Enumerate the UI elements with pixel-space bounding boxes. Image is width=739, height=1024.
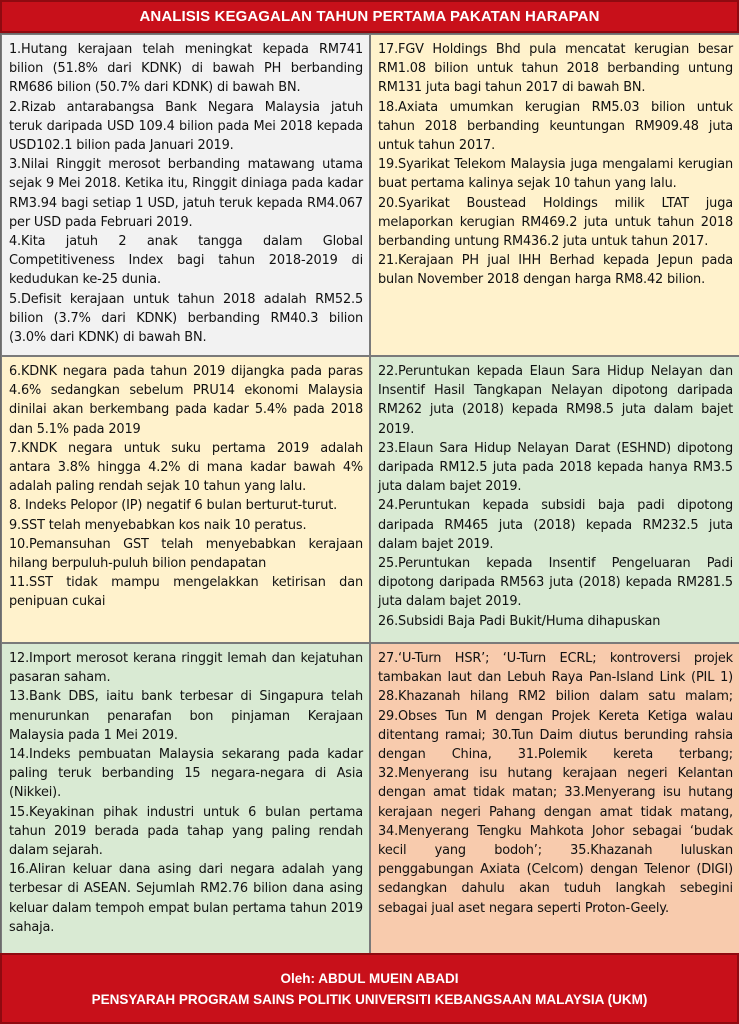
point-25: 25.Peruntukan kepada Insentif Pengeluaran Padi dipotong daripada RM563 juta (2018) kepada RM281.5 juta dalam bajet 2019. bbox=[378, 556, 733, 610]
point-15: 15.Keyakinan pihak industri untuk 6 bulan pertama tahun 2019 berada pada tahap yang paling rendah dalam sejarah. bbox=[9, 804, 363, 859]
point-5: 5.Defisit kerajaan untuk tahun 2018 adalah RM52.5 bilion (3.7% dari KDNK) berbanding RM40.3 bilion (3.0% dari KDNK) di bawah BN. bbox=[9, 291, 363, 346]
section-glc-losses bbox=[370, 34, 739, 356]
point-9: 9.SST telah menyebabkan kos naik 10 peratus. bbox=[9, 517, 307, 533]
section-gdp-tax bbox=[1, 356, 370, 643]
point-6: 6.KDNK negara pada tahun 2019 dijangka pada paras 4.6% sedangkan sebelum PRU14 ekonomi Malaysia dinilai akan berkembang pada kadar 5.4% pada 2018 dan 5.1% pada 2019 bbox=[9, 364, 363, 437]
points-27-35: 27.‘U-Turn HSR’; ‘U-Turn ECRL; kontroversi projek tambakan laut dan Lebuh Raya Pan-Island Link (PIL 1) 28.Khazanah hilang RM2 bilion dalam satu malam; 29.Obses Tun M dengan Projek Kereta Ketiga walau ditentang ramai; 30.Tun Daim diutus berunding rahsia dengan China, 31.Polemik kereta terbang; 32.Menyerang isu hutang kerajaan negeri Kelantan dengan amat tidak matan; 33.Menyerang isu hutang kerajaan negeri Pahang dengan amat tidak matang, 34.Menyerang Tengku Mahkota Johor sebagai ‘budak kecil yang bodoh’; 35.Khazanah luluskan penggabungan Axiata (Celcom) dengan Telenor (DIGI) sedangkan dahulu akan tuduh langkah sebegini sebagai jual aset negara seperti Proton-Geely. bbox=[378, 651, 733, 916]
point-1: 1.Hutang kerajaan telah meningkat kepada RM741 bilion (51.8% dari KDNK) di bawah PH berbanding RM686 bilion (50.7% dari KDNK) di bawah BN. bbox=[9, 42, 363, 96]
point-23: 23.Elaun Sara Hidup Nelayan Darat (ESHND) dipotong daripada RM12.5 juta pada 2018 kepada hanya RM3.5 juta dalam bajet 2019. bbox=[378, 440, 733, 495]
section-policy-controversies bbox=[370, 643, 739, 954]
point-17: 17.FGV Holdings Bhd pula mencatat kerugian besar RM1.08 bilion untuk tahun 2018 berbanding untung RM131 juta bagi tahun 2017 di bawah BN. bbox=[378, 42, 733, 96]
point-26: 26.Subsidi Baja Padi Bukit/Huma dihapuskan bbox=[378, 613, 661, 629]
point-14: 14.Indeks pembuatan Malaysia sekarang pada kadar paling teruk berbanding 15 negara-negara di Asia (Nikkei). bbox=[9, 747, 363, 801]
analysis-grid bbox=[0, 33, 739, 953]
point-22: 22.Peruntukan kepada Elaun Sara Hidup Nelayan dan Insentif Hasil Tangkapan Nelayan dipotong daripada RM262 juta (2018) kepada RM98.5 juta dalam bajet 2019. bbox=[378, 364, 733, 437]
point-13: 13.Bank DBS, iaitu bank terbesar di Singapura telah menurunkan penarafan bon pinjaman Kerajaan Malaysia pada 1 Mei 2019. bbox=[9, 689, 363, 743]
point-20: 20.Syarikat Boustead Holdings milik LTAT juga melaporkan kerugian RM469.2 juta untuk tahun 2018 berbanding untung RM436.2 juta untuk tahun 2017. bbox=[378, 195, 733, 250]
point-2: 2.Rizab antarabangsa Bank Negara Malaysia jatuh teruk daripada USD 109.4 bilion pada Mei 2018 kepada USD102.1 bilion pada Januari 2019. bbox=[9, 99, 363, 154]
point-8: 8. Indeks Pelopor (IP) negatif 6 bulan berturut-turut. bbox=[9, 498, 338, 514]
page-title: ANALISIS KEGAGALAN TAHUN PERTAMA PAKATAN HARAPAN bbox=[0, 0, 739, 33]
point-10: 10.Pemansuhan GST telah menyebabkan kerajaan hilang berpuluh-puluh bilion pendapatan bbox=[9, 536, 363, 572]
author-credit bbox=[0, 953, 739, 1024]
point-16: 16.Aliran keluar dana asing dari negara adalah yang terbesar di ASEAN. Sejumlah RM2.76 bilion dana asing keluar dalam tempoh empat bulan pertama tahun 2019 sahaja. bbox=[9, 862, 363, 935]
point-4: 4.Kita jatuh 2 anak tangga dalam Global Competitiveness Index bagi tahun 2018-2019 di kedudukan ke-25 dunia. bbox=[9, 234, 363, 288]
point-21: 21.Kerajaan PH jual IHH Berhad kepada Jepun pada bulan November 2018 dengan harga RM8.42 bilion. bbox=[378, 253, 733, 288]
point-12: 12.Import merosot kerana ringgit lemah dan kejatuhan pasaran saham. bbox=[9, 651, 363, 686]
point-11: 11.SST tidak mampu mengelakkan ketirisan dan penipuan cukai bbox=[9, 575, 363, 610]
author-name: Oleh: ABDUL MUEIN ABADI bbox=[280, 970, 459, 986]
section-trade-investment bbox=[1, 643, 370, 954]
point-24: 24.Peruntukan kepada subsidi baja padi dipotong daripada RM465 juta (2018) kepada RM232.5 juta dalam bajet 2019. bbox=[378, 498, 733, 552]
point-18: 18.Axiata umumkan kerugian RM5.03 bilion untuk tahun 2018 berbanding keuntungan RM909.48 juta untuk tahun 2017. bbox=[378, 99, 733, 154]
section-debt-reserves-ringgit bbox=[1, 34, 370, 356]
point-7: 7.KNDK negara untuk suku pertama 2019 adalah antara 3.8% hingga 4.2% di mana kadar bawah 4% adalah paling rendah sejak 10 tahun yang lalu. bbox=[9, 440, 363, 495]
section-fishermen-farmers-cuts bbox=[370, 356, 739, 643]
point-3: 3.Nilai Ringgit merosot berbanding matawang utama sejak 9 Mei 2018. Ketika itu, Ringgit diniaga pada kadar RM3.94 bagi setiap 1 USD, jatuh teruk kepada RM4.067 per USD pada Februari 2019. bbox=[9, 157, 363, 230]
author-affiliation: PENSYARAH PROGRAM SAINS POLITIK UNIVERSITI KEBANGSAAN MALAYSIA (UKM) bbox=[91, 991, 648, 1007]
point-19: 19.Syarikat Telekom Malaysia juga mengalami kerugian buat pertama kalinya sejak 10 tahun yang lalu. bbox=[378, 157, 733, 192]
